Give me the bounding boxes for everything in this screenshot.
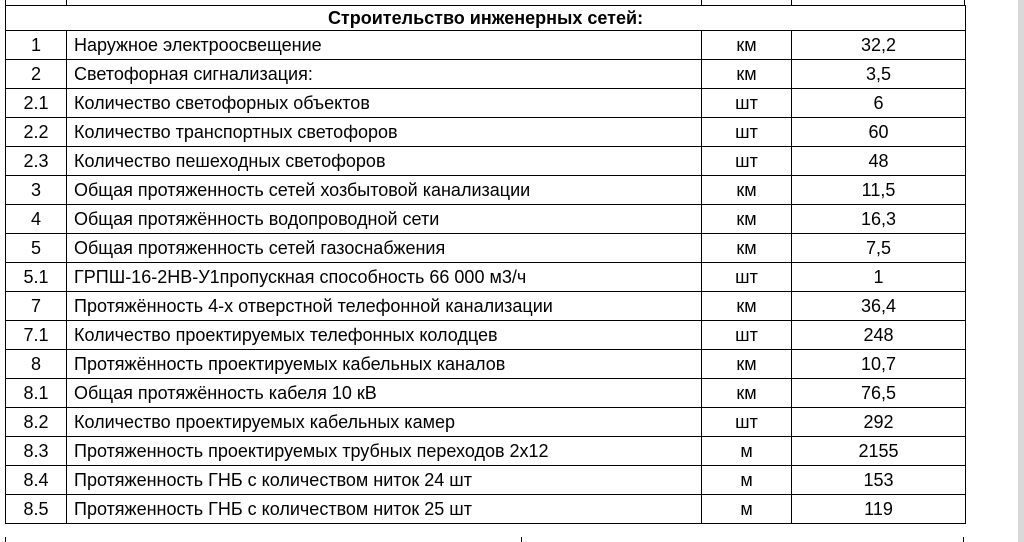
- table-row: [6, 408, 966, 437]
- table-row: [6, 31, 966, 60]
- row-name: Общая протяженность сетей хозбытовой канализации: [67, 176, 702, 205]
- row-unit: км: [702, 31, 792, 60]
- row-name: Протяженность ГНБ с количеством ниток 24 шт: [67, 466, 702, 495]
- row-value: 76,5: [792, 379, 966, 408]
- row-number: 8.1: [6, 379, 67, 408]
- row-unit: км: [702, 292, 792, 321]
- row-number: 8: [6, 350, 67, 379]
- row-unit: м: [702, 437, 792, 466]
- engineering-networks-table: [5, 5, 966, 524]
- table-row: [6, 379, 966, 408]
- row-value: 119: [792, 495, 966, 524]
- row-value: 2155: [792, 437, 966, 466]
- row-unit: км: [702, 234, 792, 263]
- table-row: [6, 437, 966, 466]
- row-value: 10,7: [792, 350, 966, 379]
- row-number: 8.3: [6, 437, 67, 466]
- row-number: 8.4: [6, 466, 67, 495]
- row-number: 2.1: [6, 89, 67, 118]
- row-name: Количество пешеходных светофоров: [67, 147, 702, 176]
- row-name: Количество светофорных объектов: [67, 89, 702, 118]
- table-row: [6, 176, 966, 205]
- row-unit: км: [702, 60, 792, 89]
- row-value: 32,2: [792, 31, 966, 60]
- row-unit: км: [702, 205, 792, 234]
- row-number: 3: [6, 176, 67, 205]
- row-name: Протяженность ГНБ с количеством ниток 25 шт: [67, 495, 702, 524]
- row-name: Протяжённость 4-х отверстной телефонной канализации: [67, 292, 702, 321]
- row-name: Общая протяжённость водопроводной сети: [67, 205, 702, 234]
- table-row: [6, 466, 966, 495]
- row-number: 8.5: [6, 495, 67, 524]
- table-row: [6, 495, 966, 524]
- row-name: Наружное электроосвещение: [67, 31, 702, 60]
- table-row: [6, 89, 966, 118]
- table-bottom-edge: [5, 537, 965, 542]
- row-value: 48: [792, 147, 966, 176]
- row-number: 1: [6, 31, 67, 60]
- row-unit: шт: [702, 408, 792, 437]
- row-number: 8.2: [6, 408, 67, 437]
- row-number: 2.2: [6, 118, 67, 147]
- row-unit: км: [702, 176, 792, 205]
- row-value: 3,5: [792, 60, 966, 89]
- table-row: [6, 292, 966, 321]
- row-name: Количество проектируемых кабельных камер: [67, 408, 702, 437]
- row-number: 5: [6, 234, 67, 263]
- row-name: Протяжённость проектируемых кабельных каналов: [67, 350, 702, 379]
- table-row: [6, 147, 966, 176]
- row-unit: м: [702, 466, 792, 495]
- row-unit: шт: [702, 118, 792, 147]
- row-value: 60: [792, 118, 966, 147]
- row-unit: шт: [702, 321, 792, 350]
- row-value: 153: [792, 466, 966, 495]
- table-row: [6, 60, 966, 89]
- row-number: 7: [6, 292, 67, 321]
- row-unit: шт: [702, 147, 792, 176]
- table-row: [6, 234, 966, 263]
- row-value: 36,4: [792, 292, 966, 321]
- row-value: 292: [792, 408, 966, 437]
- row-name: ГРПШ-16-2НВ-У1пропускная способность 66 000 м3/ч: [67, 263, 702, 292]
- row-unit: км: [702, 350, 792, 379]
- row-number: 7.1: [6, 321, 67, 350]
- row-name: Количество транспортных светофоров: [67, 118, 702, 147]
- section-header-row: [6, 6, 966, 31]
- row-value: 248: [792, 321, 966, 350]
- row-name: Количество проектируемых телефонных колодцев: [67, 321, 702, 350]
- row-unit: шт: [702, 89, 792, 118]
- table-row: [6, 205, 966, 234]
- row-number: 4: [6, 205, 67, 234]
- row-name: Общая протяженность сетей газоснабжения: [67, 234, 702, 263]
- row-number: 2: [6, 60, 67, 89]
- row-name: Светофорная сигнализация:: [67, 60, 702, 89]
- row-value: 11,5: [792, 176, 966, 205]
- row-value: 7,5: [792, 234, 966, 263]
- row-name: Общая протяжённость кабеля 10 кВ: [67, 379, 702, 408]
- row-unit: шт: [702, 263, 792, 292]
- table-row: [6, 263, 966, 292]
- page-edge-shade: [1018, 0, 1024, 542]
- row-unit: м: [702, 495, 792, 524]
- row-unit: км: [702, 379, 792, 408]
- table-row: [6, 350, 966, 379]
- row-name: Протяженность проектируемых трубных переходов 2х12: [67, 437, 702, 466]
- row-value: 16,3: [792, 205, 966, 234]
- section-title: Строительство инженерных сетей:: [6, 6, 966, 31]
- table-row: [6, 118, 966, 147]
- row-number: 5.1: [6, 263, 67, 292]
- row-value: 6: [792, 89, 966, 118]
- table-row: [6, 321, 966, 350]
- row-number: 2.3: [6, 147, 67, 176]
- row-value: 1: [792, 263, 966, 292]
